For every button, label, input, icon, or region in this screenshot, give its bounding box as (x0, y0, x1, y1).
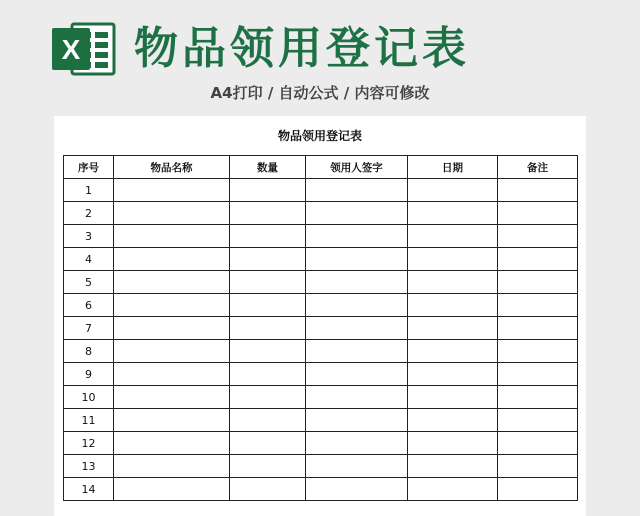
remarks-cell[interactable] (498, 455, 578, 478)
page-title: 物品领用登记表 (134, 23, 470, 74)
table-row (64, 317, 578, 340)
row-index-cell[interactable]: 2 (64, 202, 114, 225)
quantity-cell[interactable] (230, 271, 306, 294)
remarks-cell[interactable] (498, 248, 578, 271)
item-name-cell[interactable] (114, 202, 230, 225)
table-row (64, 432, 578, 455)
item-name-cell[interactable] (114, 432, 230, 455)
row-index-cell[interactable]: 10 (64, 386, 114, 409)
signature-cell[interactable] (306, 432, 408, 455)
quantity-cell[interactable] (230, 225, 306, 248)
item-name-cell[interactable] (114, 271, 230, 294)
header (0, 0, 640, 112)
signature-cell[interactable] (306, 386, 408, 409)
signature-cell[interactable] (306, 455, 408, 478)
quantity-cell[interactable] (230, 432, 306, 455)
sheet-title: 物品领用登记表 (277, 129, 362, 143)
table-row (64, 225, 578, 248)
row-index-cell[interactable]: 1 (64, 179, 114, 202)
date-cell[interactable] (408, 202, 498, 225)
signature-cell[interactable] (306, 363, 408, 386)
remarks-cell[interactable] (498, 225, 578, 248)
date-cell[interactable] (408, 409, 498, 432)
date-cell[interactable] (408, 179, 498, 202)
row-index-cell[interactable]: 5 (64, 271, 114, 294)
signature-cell[interactable] (306, 409, 408, 432)
date-cell[interactable] (408, 271, 498, 294)
quantity-cell[interactable] (230, 202, 306, 225)
table-row (64, 179, 578, 202)
item-name-cell[interactable] (114, 363, 230, 386)
row-index-cell[interactable]: 8 (64, 340, 114, 363)
table-row (64, 248, 578, 271)
signature-cell[interactable] (306, 478, 408, 501)
date-cell[interactable] (408, 317, 498, 340)
signature-cell[interactable] (306, 179, 408, 202)
quantity-cell[interactable] (230, 409, 306, 432)
table-row (64, 478, 578, 501)
table-row (64, 271, 578, 294)
remarks-cell[interactable] (498, 179, 578, 202)
table-row (64, 340, 578, 363)
date-cell[interactable] (408, 363, 498, 386)
quantity-cell[interactable] (230, 248, 306, 271)
column-header-quantity[interactable]: 数量 (230, 156, 306, 179)
signature-cell[interactable] (306, 225, 408, 248)
page-subtitle: A4打印 / 自动公式 / 内容可修改 (210, 84, 430, 102)
column-header-remarks[interactable]: 备注 (498, 156, 578, 179)
table-body (64, 179, 578, 501)
date-cell[interactable] (408, 386, 498, 409)
column-header-item-name[interactable]: 物品名称 (114, 156, 230, 179)
column-header-signature[interactable]: 领用人签字 (306, 156, 408, 179)
row-index-cell[interactable]: 4 (64, 248, 114, 271)
signature-cell[interactable] (306, 294, 408, 317)
date-cell[interactable] (408, 294, 498, 317)
item-name-cell[interactable] (114, 179, 230, 202)
quantity-cell[interactable] (230, 317, 306, 340)
item-name-cell[interactable] (114, 478, 230, 501)
row-index-cell[interactable]: 14 (64, 478, 114, 501)
row-index-cell[interactable]: 13 (64, 455, 114, 478)
register-table (63, 155, 578, 501)
remarks-cell[interactable] (498, 271, 578, 294)
item-name-cell[interactable] (114, 409, 230, 432)
quantity-cell[interactable] (230, 294, 306, 317)
row-index-cell[interactable]: 9 (64, 363, 114, 386)
column-header-index[interactable]: 序号 (64, 156, 114, 179)
excel-logo-icon (50, 18, 118, 80)
item-name-cell[interactable] (114, 455, 230, 478)
spreadsheet-sheet (54, 116, 586, 516)
date-cell[interactable] (408, 455, 498, 478)
remarks-cell[interactable] (498, 202, 578, 225)
remarks-cell[interactable] (498, 340, 578, 363)
date-cell[interactable] (408, 248, 498, 271)
date-cell[interactable] (408, 340, 498, 363)
signature-cell[interactable] (306, 317, 408, 340)
date-cell[interactable] (408, 432, 498, 455)
item-name-cell[interactable] (114, 317, 230, 340)
remarks-cell[interactable] (498, 363, 578, 386)
row-index-cell[interactable]: 6 (64, 294, 114, 317)
remarks-cell[interactable] (498, 317, 578, 340)
quantity-cell[interactable] (230, 340, 306, 363)
table-row (64, 202, 578, 225)
date-cell[interactable] (408, 225, 498, 248)
row-index-cell[interactable]: 7 (64, 317, 114, 340)
signature-cell[interactable] (306, 202, 408, 225)
item-name-cell[interactable] (114, 294, 230, 317)
table-row (64, 455, 578, 478)
item-name-cell[interactable] (114, 225, 230, 248)
date-cell[interactable] (408, 478, 498, 501)
row-index-cell[interactable]: 11 (64, 409, 114, 432)
remarks-cell[interactable] (498, 409, 578, 432)
logo-letter: X (61, 34, 81, 65)
column-header-date[interactable]: 日期 (408, 156, 498, 179)
remarks-cell[interactable] (498, 386, 578, 409)
table-row (64, 363, 578, 386)
table-header-row (64, 156, 578, 179)
table-row (64, 294, 578, 317)
row-index-cell[interactable]: 12 (64, 432, 114, 455)
signature-cell[interactable] (306, 271, 408, 294)
signature-cell[interactable] (306, 248, 408, 271)
quantity-cell[interactable] (230, 455, 306, 478)
remarks-cell[interactable] (498, 478, 578, 501)
remarks-cell[interactable] (498, 432, 578, 455)
table-row (64, 386, 578, 409)
quantity-cell[interactable] (230, 179, 306, 202)
quantity-cell[interactable] (230, 363, 306, 386)
quantity-cell[interactable] (230, 386, 306, 409)
table-row (64, 409, 578, 432)
signature-cell[interactable] (306, 340, 408, 363)
remarks-cell[interactable] (498, 294, 578, 317)
quantity-cell[interactable] (230, 478, 306, 501)
item-name-cell[interactable] (114, 248, 230, 271)
item-name-cell[interactable] (114, 340, 230, 363)
row-index-cell[interactable]: 3 (64, 225, 114, 248)
item-name-cell[interactable] (114, 386, 230, 409)
